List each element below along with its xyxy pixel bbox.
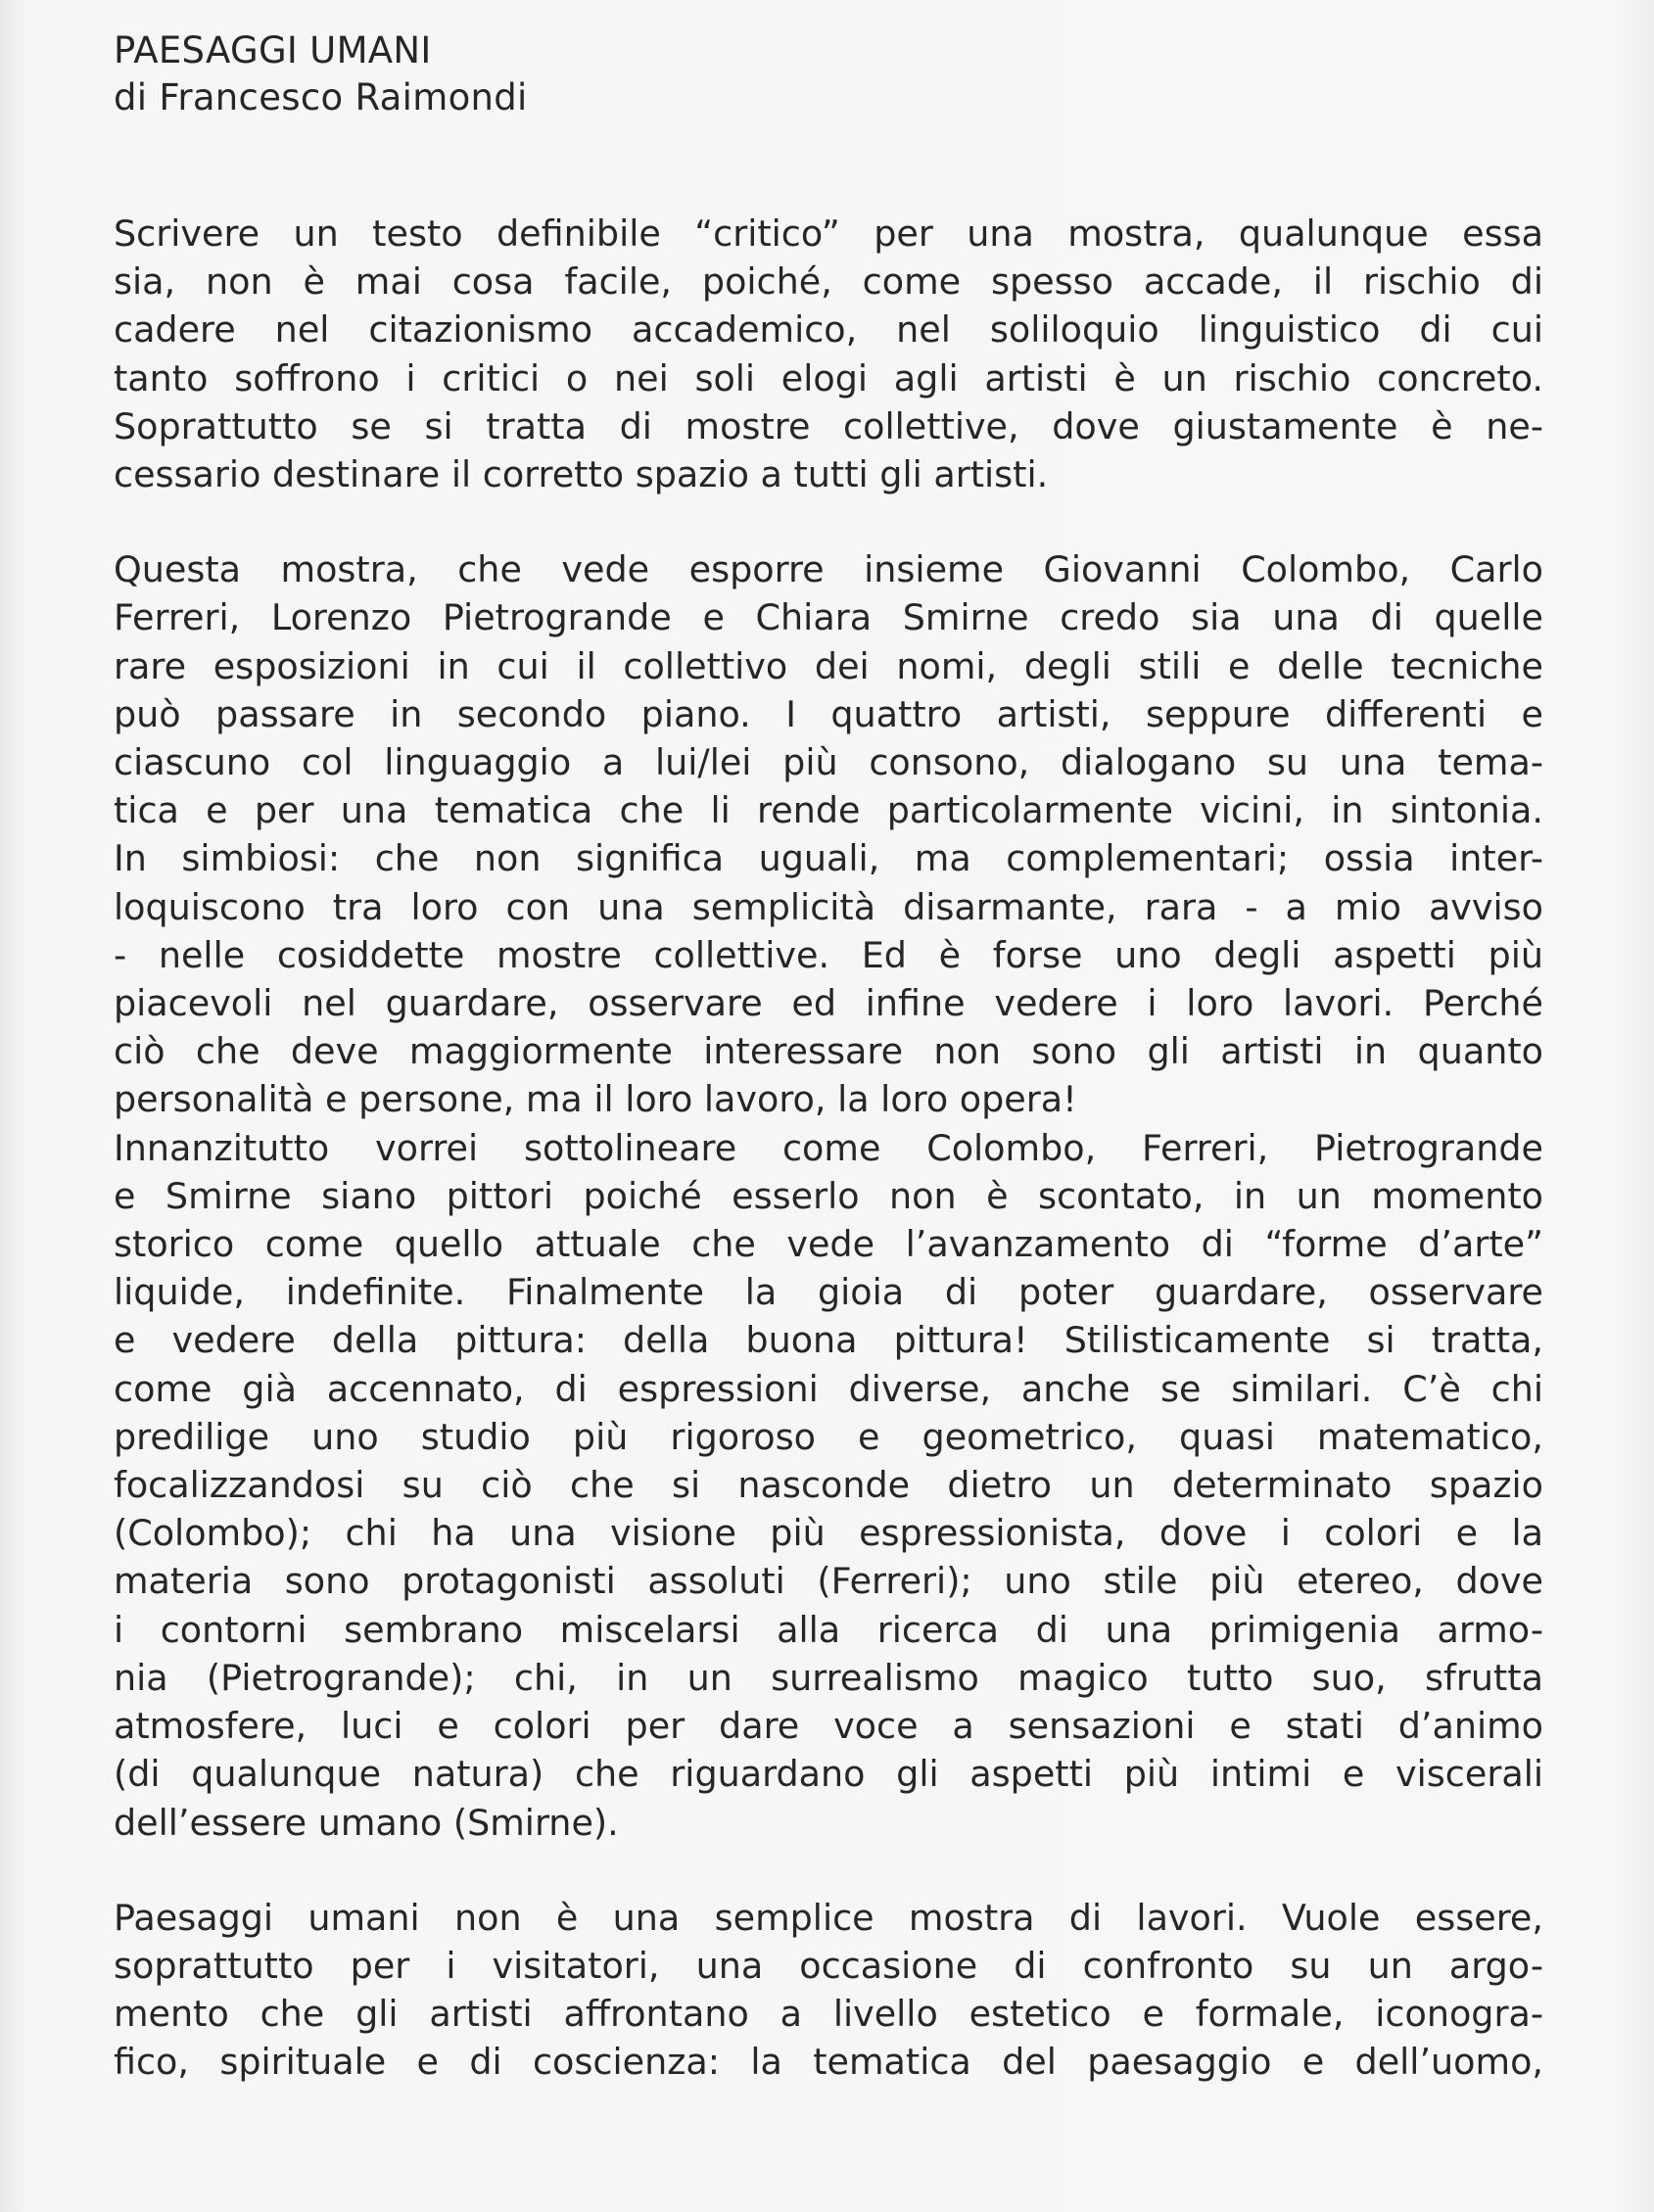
text-line: piacevoli nel guardare, osservare ed infine vedere i loro lavori. Perché (114, 982, 1543, 1025)
text-line: loquiscono tra loro con una semplicità disarmante, rara - a mio avviso (114, 885, 1543, 928)
text-line: dell’essere umano (Smirne). (114, 1801, 619, 1844)
paragraph-2 (114, 545, 1543, 1846)
text-line: tica e per una tematica che li rende particolarmente vicini, in sintonia. (114, 789, 1543, 832)
text-line: focalizzandosi su ciò che si nasconde dietro un determinato spazio (114, 1464, 1543, 1507)
text-line: atmosfere, luci e colori per dare voce a sensazioni e stati d’animo (114, 1705, 1543, 1748)
text-line: soprattutto per i visitatori, una occasione di confronto su un argo- (114, 1944, 1543, 1987)
article-author: di Francesco Raimondi (114, 76, 528, 118)
paragraph-3 (114, 1894, 1543, 2087)
text-line: e Smirne siano pittori poiché esserlo non è scontato, in un momento (114, 1174, 1543, 1217)
text-line: può passare in secondo piano. I quattro artisti, seppure differenti e (114, 692, 1543, 735)
text-line: In simbiosi: che non significa uguali, ma complementari; ossia inter- (114, 837, 1543, 880)
text-line: come già accennato, di espressioni diverse, anche se similari. C’è chi (114, 1367, 1543, 1410)
text-line: materia sono protagonisti assoluti (Ferreri); uno stile più etereo, dove (114, 1560, 1543, 1603)
text-line: - nelle cosiddette mostre collettive. Ed è forse uno degli aspetti più (114, 933, 1543, 976)
text-line: storico come quello attuale che vede l’avanzamento di “forme d’arte” (114, 1223, 1543, 1266)
text-line: (di qualunque natura) che riguardano gli aspetti più intimi e viscerali (114, 1753, 1543, 1796)
text-line: i contorni sembrano miscelarsi alla ricerca di una primigenia armo- (114, 1608, 1543, 1651)
text-line: predilige uno studio più rigoroso e geometrico, quasi matematico, (114, 1415, 1543, 1458)
text-line: Scrivere un testo definibile “critico” per una mostra, qualunque essa (114, 212, 1543, 255)
article-body (114, 27, 1543, 2087)
text-line: nia (Pietrogrande); chi, in un surrealismo magico tutto suo, sfrutta (114, 1656, 1543, 1699)
text-line: cessario destinare il corretto spazio a tutti gli artisti. (114, 453, 1049, 496)
text-line: ciò che deve maggiormente interessare non sono gli artisti in quanto (114, 1030, 1543, 1073)
text-line: Soprattutto se si tratta di mostre collettive, dove giustamente è ne- (114, 404, 1543, 447)
article-header (114, 27, 1543, 121)
text-line: sia, non è mai cosa facile, poiché, come spesso accade, il rischio di (114, 260, 1543, 304)
text-line: liquide, indefinite. Finalmente la gioia di poter guardare, osservare (114, 1271, 1543, 1314)
text-line: personalità e persone, ma il loro lavoro, la loro opera! (114, 1078, 1077, 1121)
text-line: Questa mostra, che vede esporre insieme Giovanni Colombo, Carlo (114, 548, 1543, 591)
text-line: tanto soffrono i critici o nei soli elogi agli artisti è un rischio concreto. (114, 356, 1543, 400)
text-line: Paesaggi umani non è una semplice mostra di lavori. Vuole essere, (114, 1896, 1543, 1939)
text-line: mento che gli artisti affrontano a livello estetico e formale, iconogra- (114, 1993, 1543, 2036)
text-line: (Colombo); chi ha una visione più espressionista, dove i colori e la (114, 1512, 1543, 1555)
text-line: rare esposizioni in cui il collettivo dei nomi, degli stili e delle tecniche (114, 644, 1543, 687)
text-line: fico, spirituale e di coscienza: la tematica del paesaggio e dell’uomo, (114, 2041, 1543, 2084)
article-title: PAESAGGI UMANI (114, 29, 432, 71)
text-line: ciascuno col linguaggio a lui/lei più consono, dialogano su una tema- (114, 741, 1543, 784)
paragraph-1 (114, 210, 1543, 498)
text-line: cadere nel citazionismo accademico, nel soliloquio linguistico di cui (114, 308, 1543, 352)
text-line: e vedere della pittura: della buona pittura! Stilisticamente si tratta, (114, 1319, 1543, 1362)
text-line: Innanzitutto vorrei sottolineare come Colombo, Ferreri, Pietrogrande (114, 1126, 1543, 1169)
text-line: Ferreri, Lorenzo Pietrogrande e Chiara Smirne credo sia una di quelle (114, 596, 1543, 639)
